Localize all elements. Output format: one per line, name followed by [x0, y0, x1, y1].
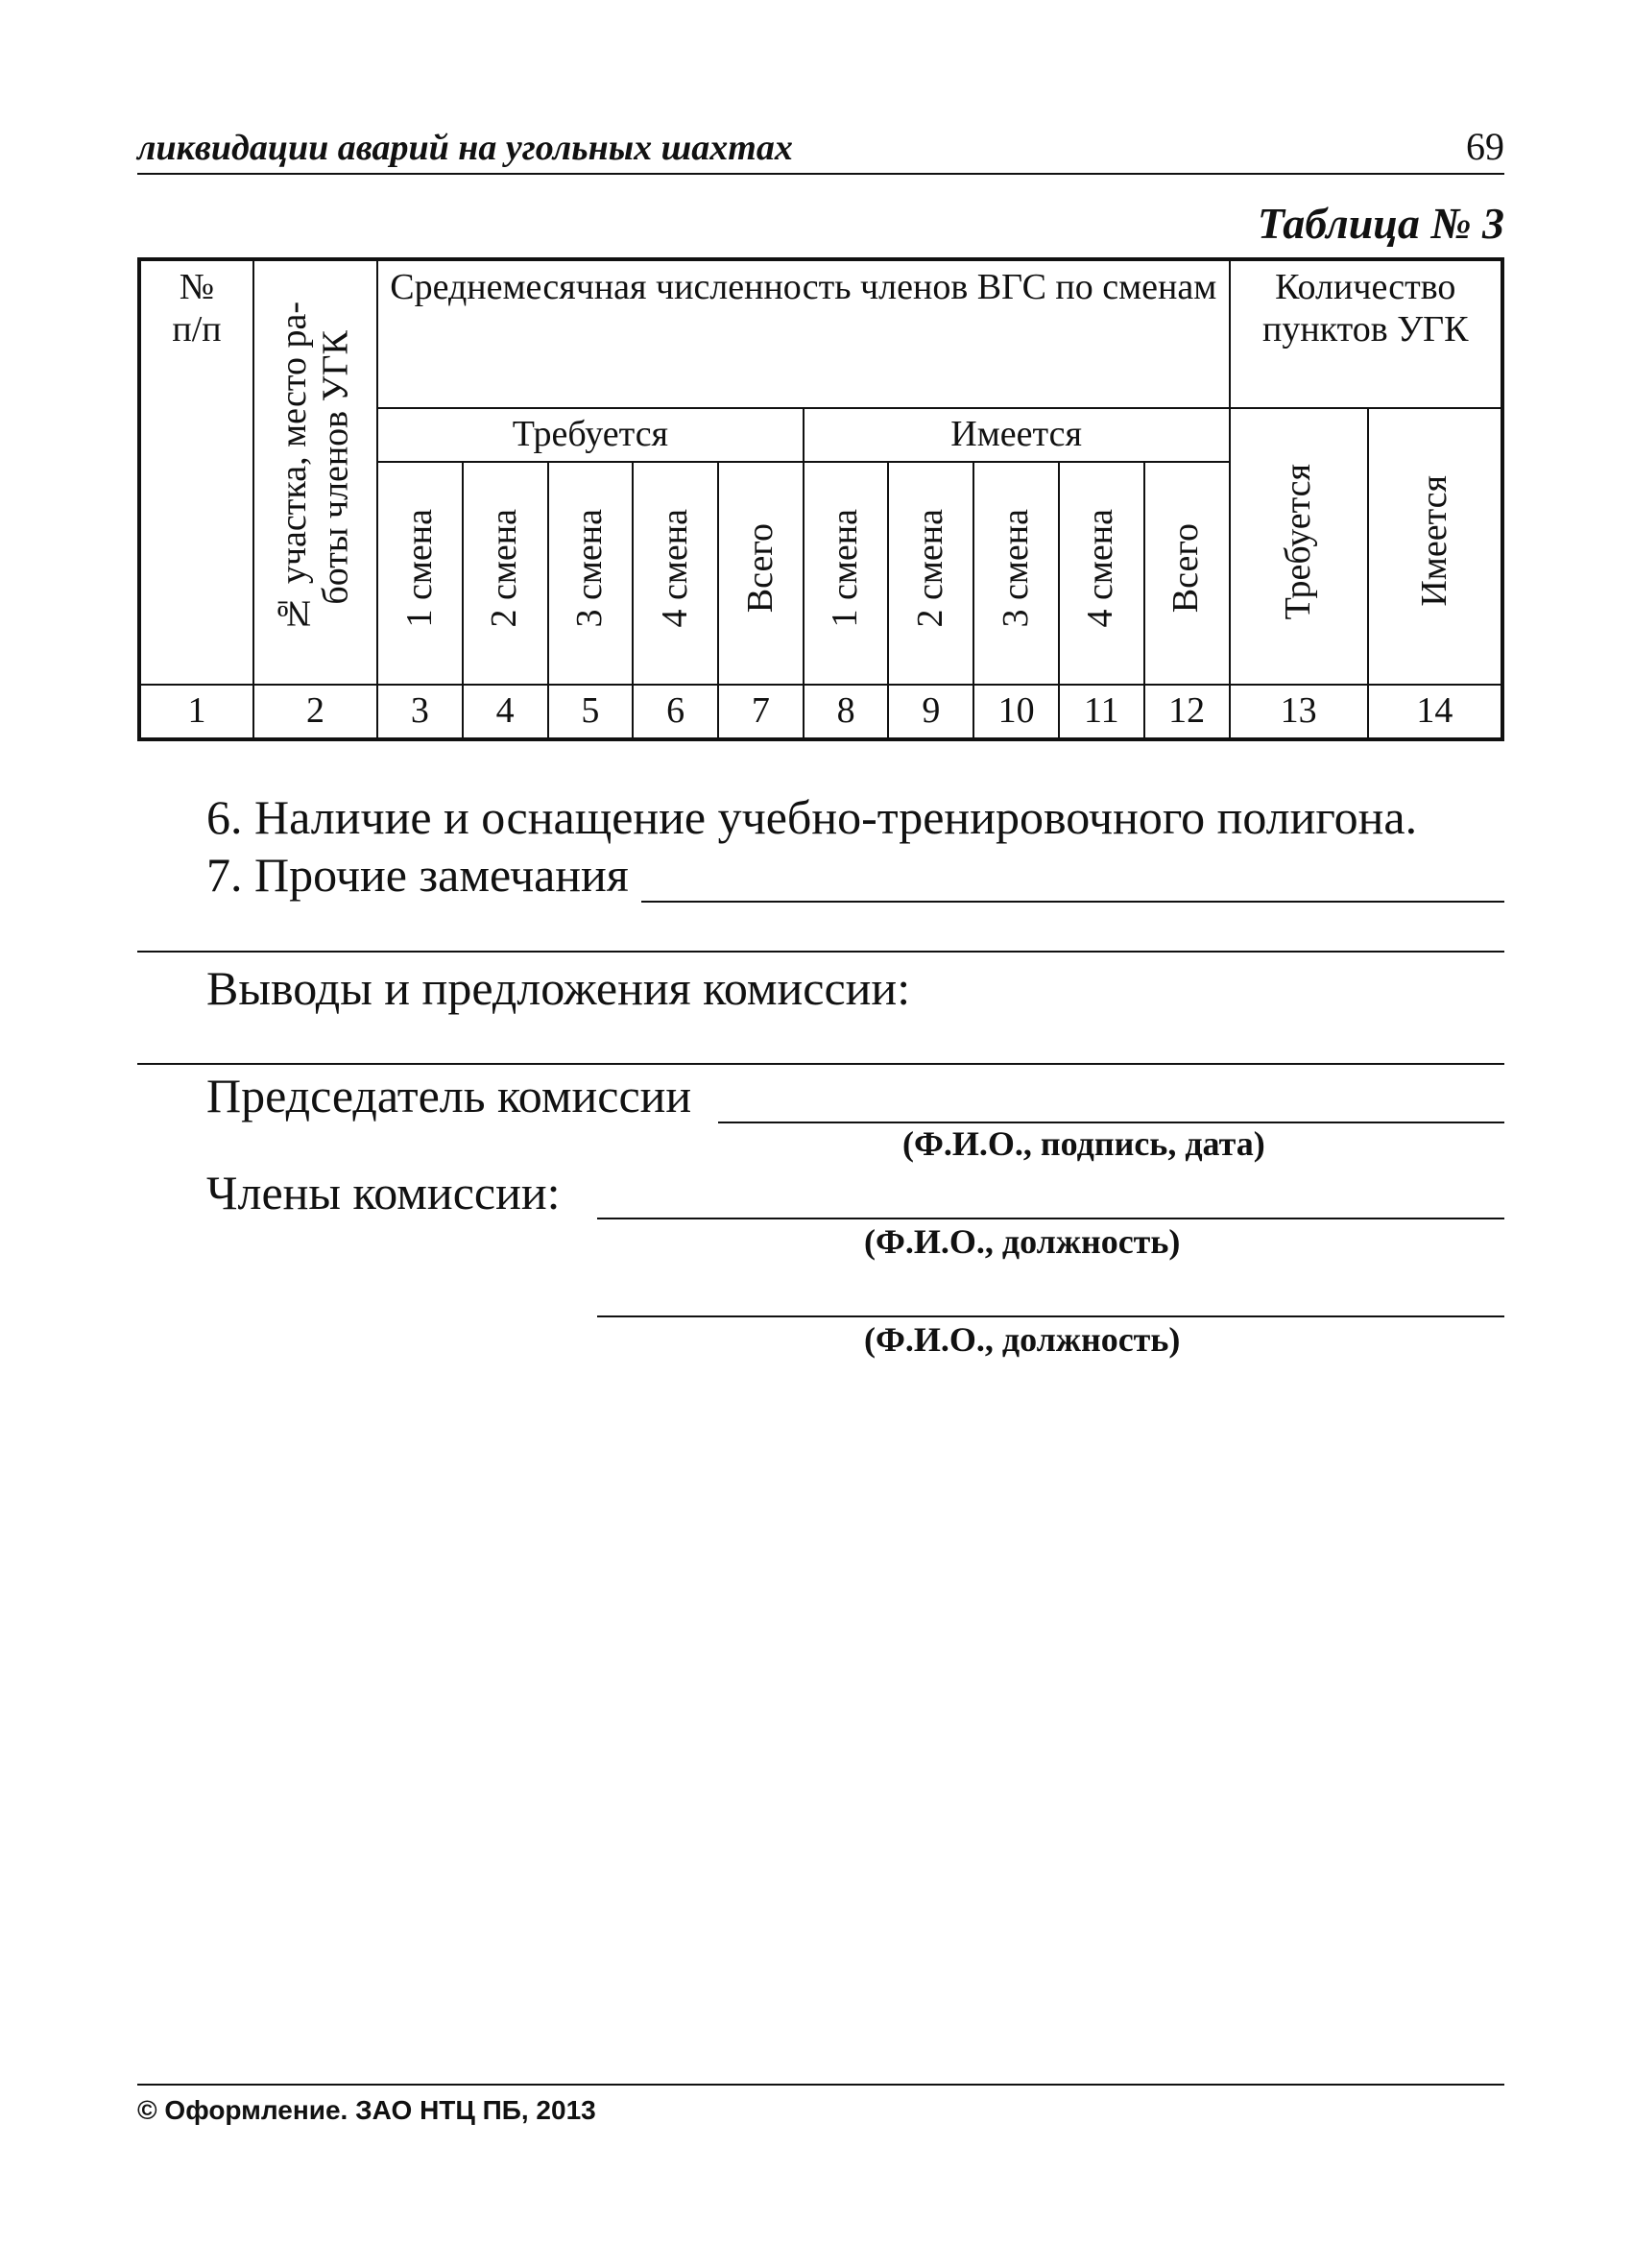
column-number: 2	[253, 685, 377, 739]
header-section	[253, 259, 377, 685]
rule-1	[137, 951, 1504, 953]
column-number: 14	[1368, 685, 1502, 739]
column-number: 1	[139, 685, 253, 739]
conclusions-heading: Выводы и предложения комиссии:	[206, 961, 911, 1015]
running-head	[137, 123, 1504, 175]
header-points: Количество пунктов УГК	[1230, 259, 1503, 408]
column-number: 3	[377, 685, 463, 739]
rule-2	[137, 1063, 1504, 1065]
header-headcount: Среднемесячная численность членов ВГС по сменам	[377, 259, 1229, 408]
column-number: 13	[1230, 685, 1368, 739]
column-number: 6	[633, 685, 718, 739]
item-6: 6. Наличие и оснащение учебно-тренировочного полигона.	[206, 790, 1418, 844]
header-req-shift-4: 4 смена	[633, 462, 718, 685]
member-line-1	[597, 1218, 1504, 1219]
header-points-required: Требуется	[1230, 408, 1368, 685]
header-points-available: Имеется	[1368, 408, 1502, 685]
commission-table	[137, 257, 1504, 741]
header-av-shift-4: 4 смена	[1059, 462, 1144, 685]
item-7: 7. Прочие замечания	[206, 848, 629, 902]
footer-rule	[137, 2084, 1504, 2086]
header-row-number: № п/п	[139, 259, 253, 685]
page-number: 69	[1466, 125, 1504, 168]
column-number: 11	[1059, 685, 1144, 739]
header-av-total: Всего	[1144, 462, 1230, 685]
column-number: 5	[548, 685, 634, 739]
header-required: Требуется	[377, 408, 804, 462]
header-av-shift-3: 3 смена	[973, 462, 1059, 685]
column-number: 7	[718, 685, 804, 739]
header-section-line2: боты членов УГК	[315, 329, 356, 605]
chairman-hint: (Ф.И.О., подпись, дата)	[902, 1124, 1265, 1163]
member-line-2	[597, 1315, 1504, 1317]
column-number: 9	[888, 685, 973, 739]
header-req-total: Всего	[718, 462, 804, 685]
header-req-shift-3: 3 смена	[548, 462, 634, 685]
column-number: 10	[973, 685, 1059, 739]
header-av-shift-2: 2 смена	[888, 462, 973, 685]
member-hint-2: (Ф.И.О., должность)	[864, 1320, 1181, 1359]
column-number: 8	[804, 685, 889, 739]
header-req-shift-1: 1 смена	[377, 462, 463, 685]
table-caption: Таблица № 3	[1257, 199, 1504, 248]
copyright: © Оформление. ЗАО НТЦ ПБ, 2013	[137, 2095, 596, 2125]
column-number: 4	[463, 685, 548, 739]
header-req-shift-2: 2 смена	[463, 462, 548, 685]
header-available: Имеется	[804, 408, 1230, 462]
member-hint-1: (Ф.И.О., должность)	[864, 1222, 1181, 1261]
header-av-shift-1: 1 смена	[804, 462, 889, 685]
header-section-line1: № участка, место ра-	[273, 301, 314, 634]
running-title: ликвидации аварий на угольных шахтах	[137, 128, 793, 168]
chairman-label: Председатель комиссии	[206, 1069, 692, 1122]
column-number: 12	[1144, 685, 1230, 739]
remarks-line	[641, 901, 1504, 903]
members-label: Члены комиссии:	[206, 1166, 561, 1219]
column-numbers-row	[139, 685, 1502, 739]
